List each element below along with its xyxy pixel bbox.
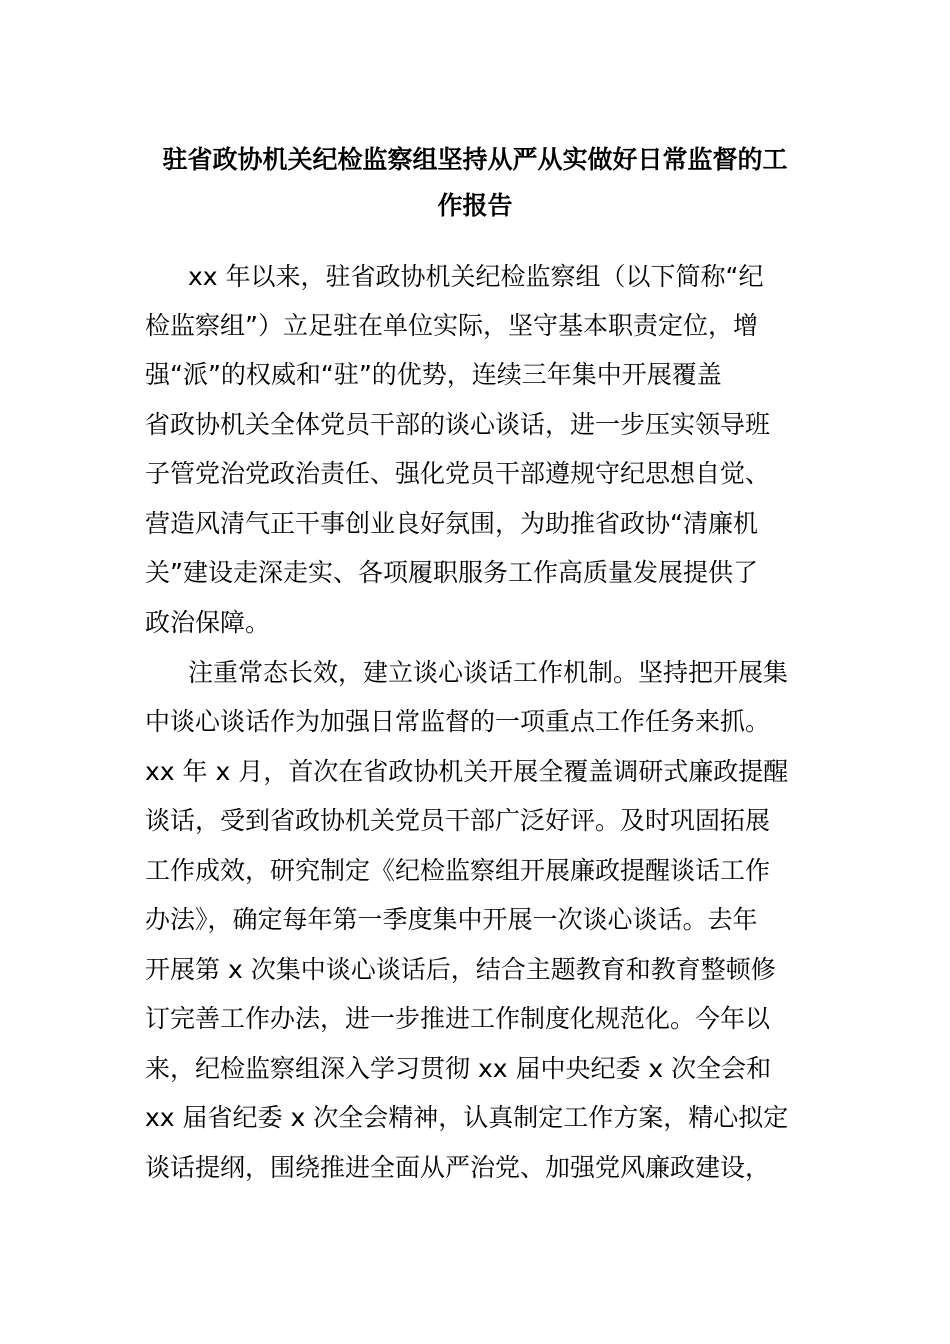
paragraph-line: 办法》，确定每年第一季度集中开展一次谈心谈话。去年 [145,905,758,934]
paragraph-line: 政治保障。 [145,608,271,637]
paragraph-line: 检监察组”）立足驻在单位实际，坚守基本职责定位，增 [145,311,758,340]
paragraph-line: 关”建设走深走实、各项履职服务工作高质量发展提供了 [145,558,758,587]
paragraph-line: 中谈心谈话作为加强日常监督的一项重点工作任务来抓。 [145,707,771,736]
paragraph-line: 子管党治党政治责任、强化党员干部遵规守纪思想自觉、 [145,459,771,488]
paragraph-line: xx 年以来，驻省政协机关纪检监察组（以下简称“纪 [188,262,764,291]
paragraph-line: 强“派”的权威和“驻”的优势，连续三年集中开展覆盖 [145,360,722,389]
paragraph-line: 注重常态长效，建立谈心谈话工作机制。坚持把开展集 [188,658,789,687]
paragraph-line: 营造风清气正干事创业良好氛围，为助推省政协“清廉机 [145,509,758,538]
paragraph-line: xx 年 x 月，首次在省政协机关开展全覆盖调研式廉政提醒 [145,757,789,786]
paragraph-line: 工作成效，研究制定《纪检监察组开展廉政提醒谈话工作 [145,856,771,885]
paragraph-line: 来，纪检监察组深入学习贯彻 xx 届中央纪委 x 次全会和 [145,1054,772,1083]
paragraph-line: 谈话提纲，围绕推进全面从严治党、加强党风廉政建设， [145,1153,771,1182]
paragraph-line: xx 届省纪委 x 次全会精神，认真制定工作方案，精心拟定 [145,1103,789,1132]
paragraph-line: 省政协机关全体党员干部的谈心谈话，进一步压实领导班 [145,410,771,439]
paragraph-line: 订完善工作办法，进一步推进工作制度化规范化。今年以 [145,1004,771,1033]
document-title-line-2: 作报告 [437,191,513,220]
paragraph-line: 谈话，受到省政协机关党员干部广泛好评。及时巩固拓展 [145,806,771,835]
paragraph-line: 开展第 x 次集中谈心谈话后，结合主题教育和教育整顿修 [145,955,776,984]
document-title-line-1: 驻省政协机关纪检监察组坚持从严从实做好日常监督的工 [162,145,788,174]
